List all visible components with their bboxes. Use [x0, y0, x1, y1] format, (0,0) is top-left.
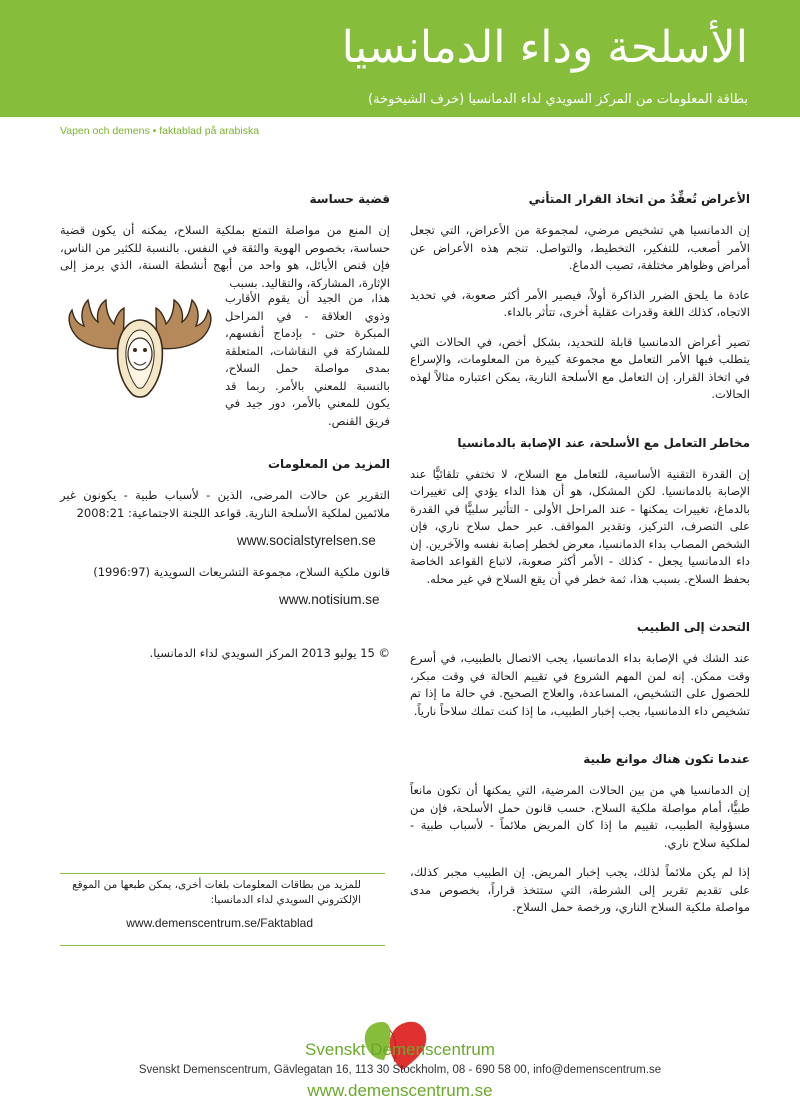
section-heading-medical-obstacles: عندما تكون هناك موانع طبية [583, 752, 750, 766]
sensitive-section [60, 190, 390, 292]
link-socialstyrelsen[interactable]: www.socialstyrelsen.se [237, 533, 376, 548]
footer-website-link[interactable]: www.demenscentrum.se [307, 1081, 493, 1100]
footer-brand: Svenskt Demenscentrum [305, 1040, 495, 1059]
right-column [410, 190, 750, 929]
more-info-section [60, 455, 390, 674]
bullet-item [60, 564, 390, 582]
paragraph: إذا لم يكن ملائماً لذلك، يجب إخبار المريض. إن الطبيب مجبر كذلك، على تقديم تقرير إلى الشرطة، التي ستتخذ قراراً، بخصوص مدى مواصلة ملكية السلاح الناري، ورخصة حمل السلاح. [410, 865, 750, 914]
section-heading-symptoms: الأعراض تُعقِّدُ من اتخاذ القرار المتأني [528, 192, 750, 206]
link-faktablad[interactable]: www.demenscentrum.se/Faktablad [126, 916, 313, 930]
paragraph: عند الشك في الإصابة بداء الدمانسيا، يجب الاتصال بالطبيب، في أسرع وقت ممكن. إنه لمن المهم الشروع في تقييم الحالة في وقت مبكر، للحصول على التشخيص، المساعدة، والعلاج الصحيح. في حالة ما إذا تم تشخيص داء الدمانسيا، يجب إخبار الطبيب، ما إذا كنت تملك سلاحاً نارياً. [410, 651, 750, 718]
info-box-text: للمزيد من بطاقات المعلومات بلغات أخرى، يمكن طبعها من الموقع الإلكتروني السويدي لداء الدمانسيا: [72, 879, 361, 906]
paragraph: تصير أعراض الدمانسيا قابلة للتحديد، بشكل أخص، في الحالات التي يتطلب فيها الأمر التعامل مع مجموعة كبيرة من المعلومات، والإسراع في اتخاذ القرار. إن التعامل مع الأسلحة النارية، يمكن اعتباره مثالاً لهذه الحالات. [410, 334, 750, 401]
footer-address: Svenskt Demenscentrum, Gävlegatan 16, 113 30 Stockholm, 08 - 690 58 00, info@demenscentrum.se [138, 1064, 662, 1076]
section-heading-doctor: التحدث إلى الطبيب [636, 620, 750, 634]
header-banner [0, 0, 800, 117]
sensitive-wrap-text: هذا، من الجيد أن يقوم الأقارب وذوي العلاقة - في المراحل المبكرة حتى - بإدماج أنفسهم، للمشاركة في النقاشات، المتعلقة بمدى مواصلة حمل السلاح، بالنسبة للمعني بالأمر. ربما قد يكون للمعني بالأمر، دور جيد في فريق القنص. [225, 291, 390, 428]
copyright: © 15 يوليو 2013 المركز السويدي لداء الدمانسيا. [149, 645, 390, 660]
info-box [60, 873, 385, 946]
page-title: الأسلحة وداء الدمانسيا [341, 22, 748, 73]
bullet-text: التقرير عن حالات المرضى، الذين - لأسباب طبية - يكونون غير ملائمين لملكية الأسلحة النارية. قواعد اللجنة الاجتماعية: 2008:21 [60, 488, 390, 520]
section-heading-more-info: المزيد من المعلومات [267, 457, 390, 471]
page-subtitle: بطاقة المعلومات من المركز السويدي لداء الدمانسيا (خرف الشيخوخة) [368, 92, 748, 107]
bullet-text: قانون ملكية السلاح، مجموعة التشريعات السويدية (1996:97) [93, 564, 390, 579]
paragraph: إن القدرة التقنية الأساسية، للتعامل مع السلاح، لا تختفي تلقائيًّا عند الإصابة بالدمانسيا. لكن المشكل، هو أن هذا الداء يؤدي إلى تغييرات بالدماغ، تغييرات يمكنها - عند المراحل الأولى - التأثير سلبيًّا في القدرة على التصرف، التركيز، وتقدير المواقف. عبر حمل سلاح ناري، فإن الشخص المصاب بداء الدمانسيا، معرض لخطر إصابة نفسه والآخرين. إن داء الدمانسيا يجعل - كذلك - الأمر أكثر صعوبة، لاتباع القواعد الخاصة بحفظ السلاح. بسبب هذا، ثمة خطر في أن يقع السلاح في غير محله. [410, 466, 750, 586]
moose-antler-icon [60, 290, 220, 410]
paragraph: إن الدمانسيا هي تشخيص مرضي، لمجموعة من الأعراض، التي تجعل الأمر أصعب، للتفكير، التخطيط، والتواصل. تنجم هذه الأعراض عن أمراض وظواهر مختلفة، تصيب الدماغ. [410, 223, 750, 272]
swedish-subtitle: Vapen och demens • faktablad på arabiska [60, 125, 260, 137]
section-heading-risks: مخاطر التعامل مع الأسلحة، عند الإصابة بالدمانسيا [457, 435, 750, 450]
paragraph: إن الدمانسيا هي من بين الحالات المرضية، التي يمكنها أن تكون مانعاً طبيًّا، أمام مواصلة ملكية السلاح. حسب قانون حمل الأسلحة، فإن من مسؤولية الطبيب، تقييم ما إذا كان المريض ملائماً - لأسباب طبية - لملكية سلاح ناري. [410, 783, 750, 850]
bullet-item [60, 487, 390, 522]
paragraph: عادة ما يلحق الضرر الذاكرة أولاً، فيصير الأمر أكثر صعوبة، في تحديد الاتجاه، كذلك اللغة وقدرات عقلية أخرى، تتأثر بالداء. [410, 287, 750, 319]
link-notisium[interactable]: www.notisium.se [279, 592, 380, 607]
paragraph: إن المنع من مواصلة التمتع بملكية السلاح، يمكنه أن يكون قضية حساسة، بخصوص الهوية والثقة في النفس. بالنسبة للكثير من الناس، فإن قنص الأيائل، هو واحد من أبهج أنشطة السنة، الذي يرمز إلى الإثارة، المشاركة، والتقاليد. بسبب [60, 223, 390, 290]
section-heading-sensitive: قضية حساسة [309, 192, 390, 206]
